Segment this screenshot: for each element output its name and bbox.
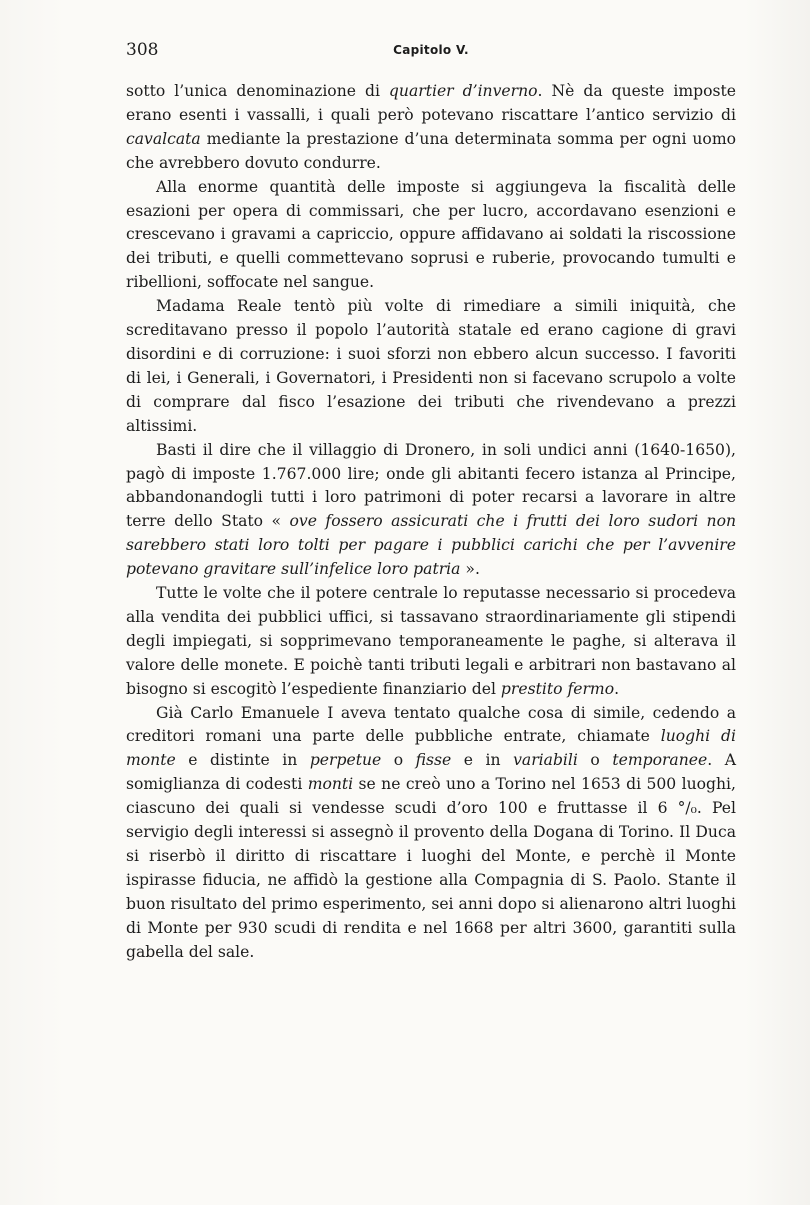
- italic-run: monti: [307, 775, 354, 794]
- paragraph: [126, 295, 736, 438]
- page-header: [126, 40, 736, 64]
- paragraph: [126, 702, 736, 965]
- text-run: .: [614, 679, 620, 698]
- text-run: se ne creò uno a Torino nel 1653 di 500 luoghi, ciascuno dei quali si vendesse scudi d’oro 100 e fruttasse il 6 °/₀. Pel servigio degli interessi si assegnò il provento della Dogana di Torino. Il Duca si riserbò il diritto di riscattare i luoghi del Monte, e perchè il Monte ispirasse fiducia, ne affidò la gestione alla Compagnia di S. Paolo. Stante il buon risultato del primo esperimento, sei anni dopo si alienarono altri luoghi di Monte per 930 scudi di rendita e nel 1668 per altri 3600, garantiti sulla gabella del sale.: [126, 775, 736, 961]
- running-title: Capitolo V.: [393, 43, 469, 57]
- text-run: Madama Reale tentò più volte di rimediare a simili iniquità, che screditavano presso il popolo l’autorità statale ed erano cagione di gravi disordini e di corruzione: i suoi sforzi non ebbero alcun successo. I favoriti di lei, i Generali, i Governatori, i Presidenti non si facevano scrupolo a volte di comprare dal fisco l’esazione dei tributi che rivendevano a prezzi altissimi.: [126, 297, 736, 435]
- paragraph: [126, 176, 736, 296]
- paragraph: [126, 80, 736, 176]
- italic-run: fisse: [415, 751, 452, 770]
- text-run: ».: [460, 560, 480, 579]
- italic-run: cavalcata: [126, 129, 201, 148]
- text-run: mediante la prestazione d’una determinata somma per ogni uomo che avrebbero dovuto condurre.: [126, 129, 736, 172]
- text-run: o: [577, 751, 613, 770]
- italic-run: temporanee: [612, 751, 708, 770]
- body-text: [126, 80, 736, 965]
- italic-run: luoghi di monte: [126, 727, 736, 770]
- text-run: Basti il dire che il villaggio di Dronero, in soli undici anni (1640-1650), pagò di imposte 1.767.000 lire; onde gli abitanti fecero istanza al Principe, abbandonandogli tutti i loro patrimoni di poter recarsi a lavorare in altre terre dello Stato «: [126, 440, 736, 531]
- text-run: Alla enorme quantità delle imposte si aggiungeva la fiscalità delle esazioni per opera di commissari, che per lucro, accordavano esenzioni e crescevano i gravami a capriccio, oppure affidavano ai soldati la riscossione dei tributi, e quelli commettevano soprusi e ruberie, provocando tumulti e ribellioni, soffocate nel sangue.: [126, 177, 736, 292]
- text-run: e in: [451, 751, 514, 770]
- italic-run: prestito fermo: [500, 679, 615, 698]
- italic-run: quartier d’inverno: [388, 82, 538, 100]
- text-run: . Nè da queste imposte erano esenti i vassalli, i quali però potevano riscattare l’antico servizio di: [126, 82, 737, 124]
- text-run: e distinte in: [175, 751, 310, 770]
- paragraph: [126, 439, 736, 582]
- text-run: Tutte le volte che il potere centrale lo reputasse necessario si procedeva alla vendita dei pubblici uffici, si tassavano straordinariamente gli stipendi degli impiegati, si sopprimevano temporaneamente le paghe, si alterava il valore delle monete. E poichè tanti tributi legali e arbitrari non bastavano al bisogno si escogitò l’espediente finanziario del: [126, 584, 736, 698]
- italic-run: variabili: [513, 751, 578, 770]
- paragraph: [126, 582, 736, 702]
- text-run: o: [381, 751, 416, 770]
- italic-run: ove fossero assicurati che i frutti dei loro sudori non sarebbero stati loro tolti per pagare i pubblici carichi che per l’avvenire potevano gravitare sull’infelice loro patria: [126, 512, 737, 579]
- text-run: . A somiglianza di codesti: [126, 751, 736, 794]
- italic-run: perpetue: [309, 751, 382, 770]
- text-run: Già Carlo Emanuele I aveva tentato qualche cosa di simile, cedendo a creditori romani una parte delle pubbliche entrate, chiamate: [126, 703, 736, 746]
- text-run: sotto l’unica denominazione di: [126, 82, 389, 100]
- page-number: 308: [126, 40, 159, 60]
